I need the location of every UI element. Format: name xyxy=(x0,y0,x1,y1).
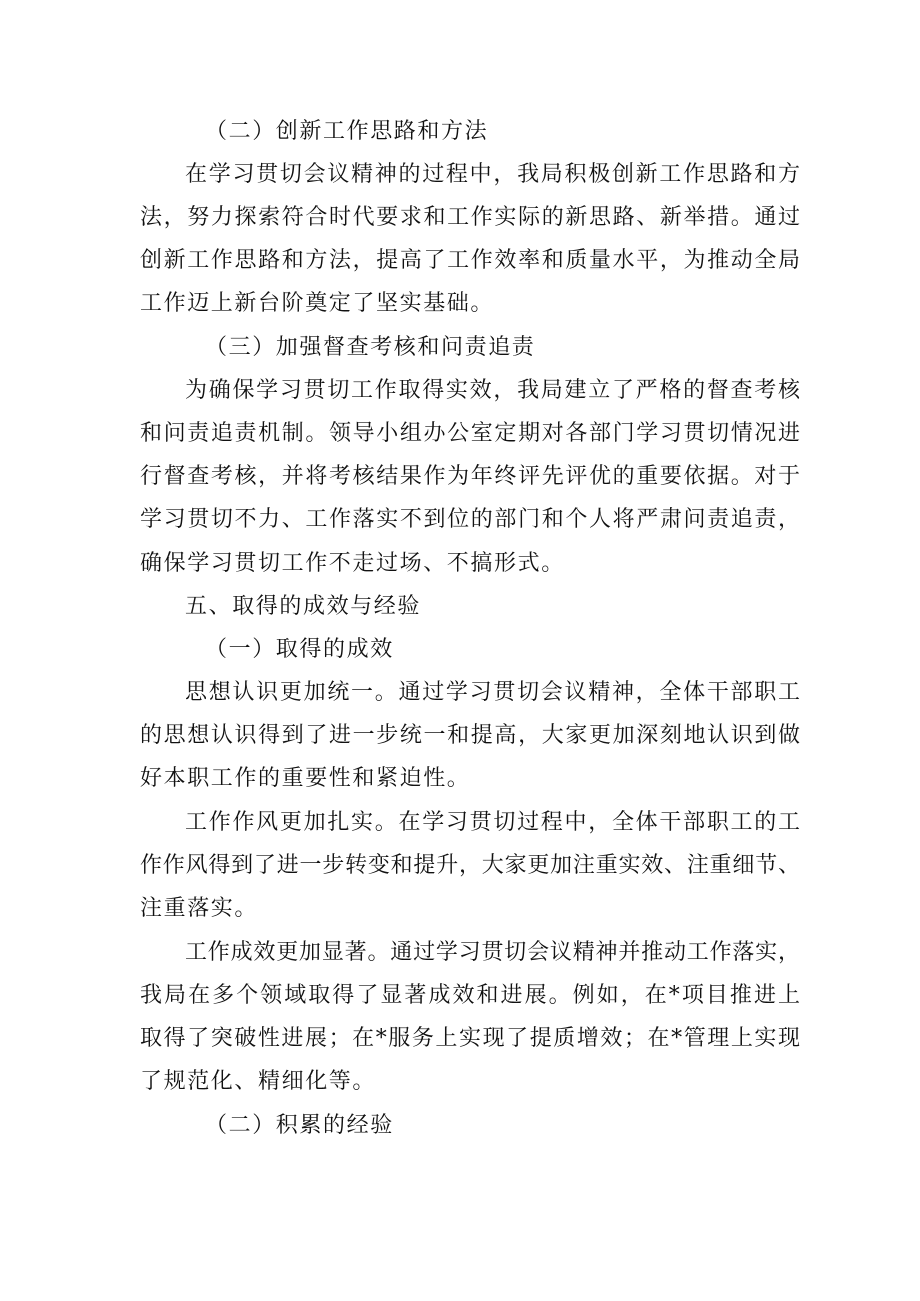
paragraph-line: 作作风得到了进一步转变和提升，大家更加注重实效、注重细节、 xyxy=(140,853,800,878)
paragraph-line: 了规范化、精细化等。 xyxy=(140,1069,377,1094)
section-heading-innovate: （二）创新工作思路和方法 xyxy=(205,119,489,144)
paragraph-line: 工作成效更加显著。通过学习贯切会议精神并推动工作落实， xyxy=(185,940,800,965)
paragraph-line: 法，努力探索符合时代要求和工作实际的新思路、新举措。通过 xyxy=(140,205,800,230)
paragraph-line: 好本职工作的重要性和紧迫性。 xyxy=(140,766,471,791)
paragraph-line: 取得了突破性进展；在*服务上实现了提质增效；在*管理上实现 xyxy=(140,1026,800,1051)
paragraph-line: 学习贯切不力、工作落实不到位的部门和个人将严肃问责追责， xyxy=(140,507,800,532)
paragraph-line: 为确保学习贯切工作取得实效，我局建立了严格的督查考核 xyxy=(185,378,800,403)
section-heading-supervision: （三）加强督查考核和问责追责 xyxy=(205,335,536,360)
paragraph-line: 行督查考核，并将考核结果作为年终评先评优的重要依据。对于 xyxy=(140,464,800,489)
paragraph-line: 和问责追责机制。领导小组办公室定期对各部门学习贯切情况进 xyxy=(140,421,800,446)
paragraph-line: 注重落实。 xyxy=(140,896,259,921)
paragraph-line: 思想认识更加统一。通过学习贯切会议精神，全体干部职工 xyxy=(185,680,800,705)
paragraph-line: 创新工作思路和方法，提高了工作效率和质量水平，为推动全局 xyxy=(140,248,800,273)
paragraph-line: 的思想认识得到了进一步统一和提高，大家更加深刻地认识到做 xyxy=(140,723,800,748)
paragraph-line: 在学习贯切会议精神的过程中，我局积极创新工作思路和方 xyxy=(185,162,800,187)
section-heading-experience: （二）积累的经验 xyxy=(205,1113,394,1138)
paragraph-line: 确保学习贯切工作不走过场、不搞形式。 xyxy=(140,551,565,576)
paragraph-line: 工作迈上新台阶奠定了坚实基础。 xyxy=(140,291,495,316)
paragraph-line: 我局在多个领域取得了显著成效和进展。例如，在*项目推进上 xyxy=(140,983,800,1008)
chapter-heading-results: 五、取得的成效与经验 xyxy=(185,594,422,619)
paragraph-line: 工作作风更加扎实。在学习贯切过程中，全体干部职工的工 xyxy=(185,810,800,835)
section-heading-achievements: （一）取得的成效 xyxy=(205,637,394,662)
